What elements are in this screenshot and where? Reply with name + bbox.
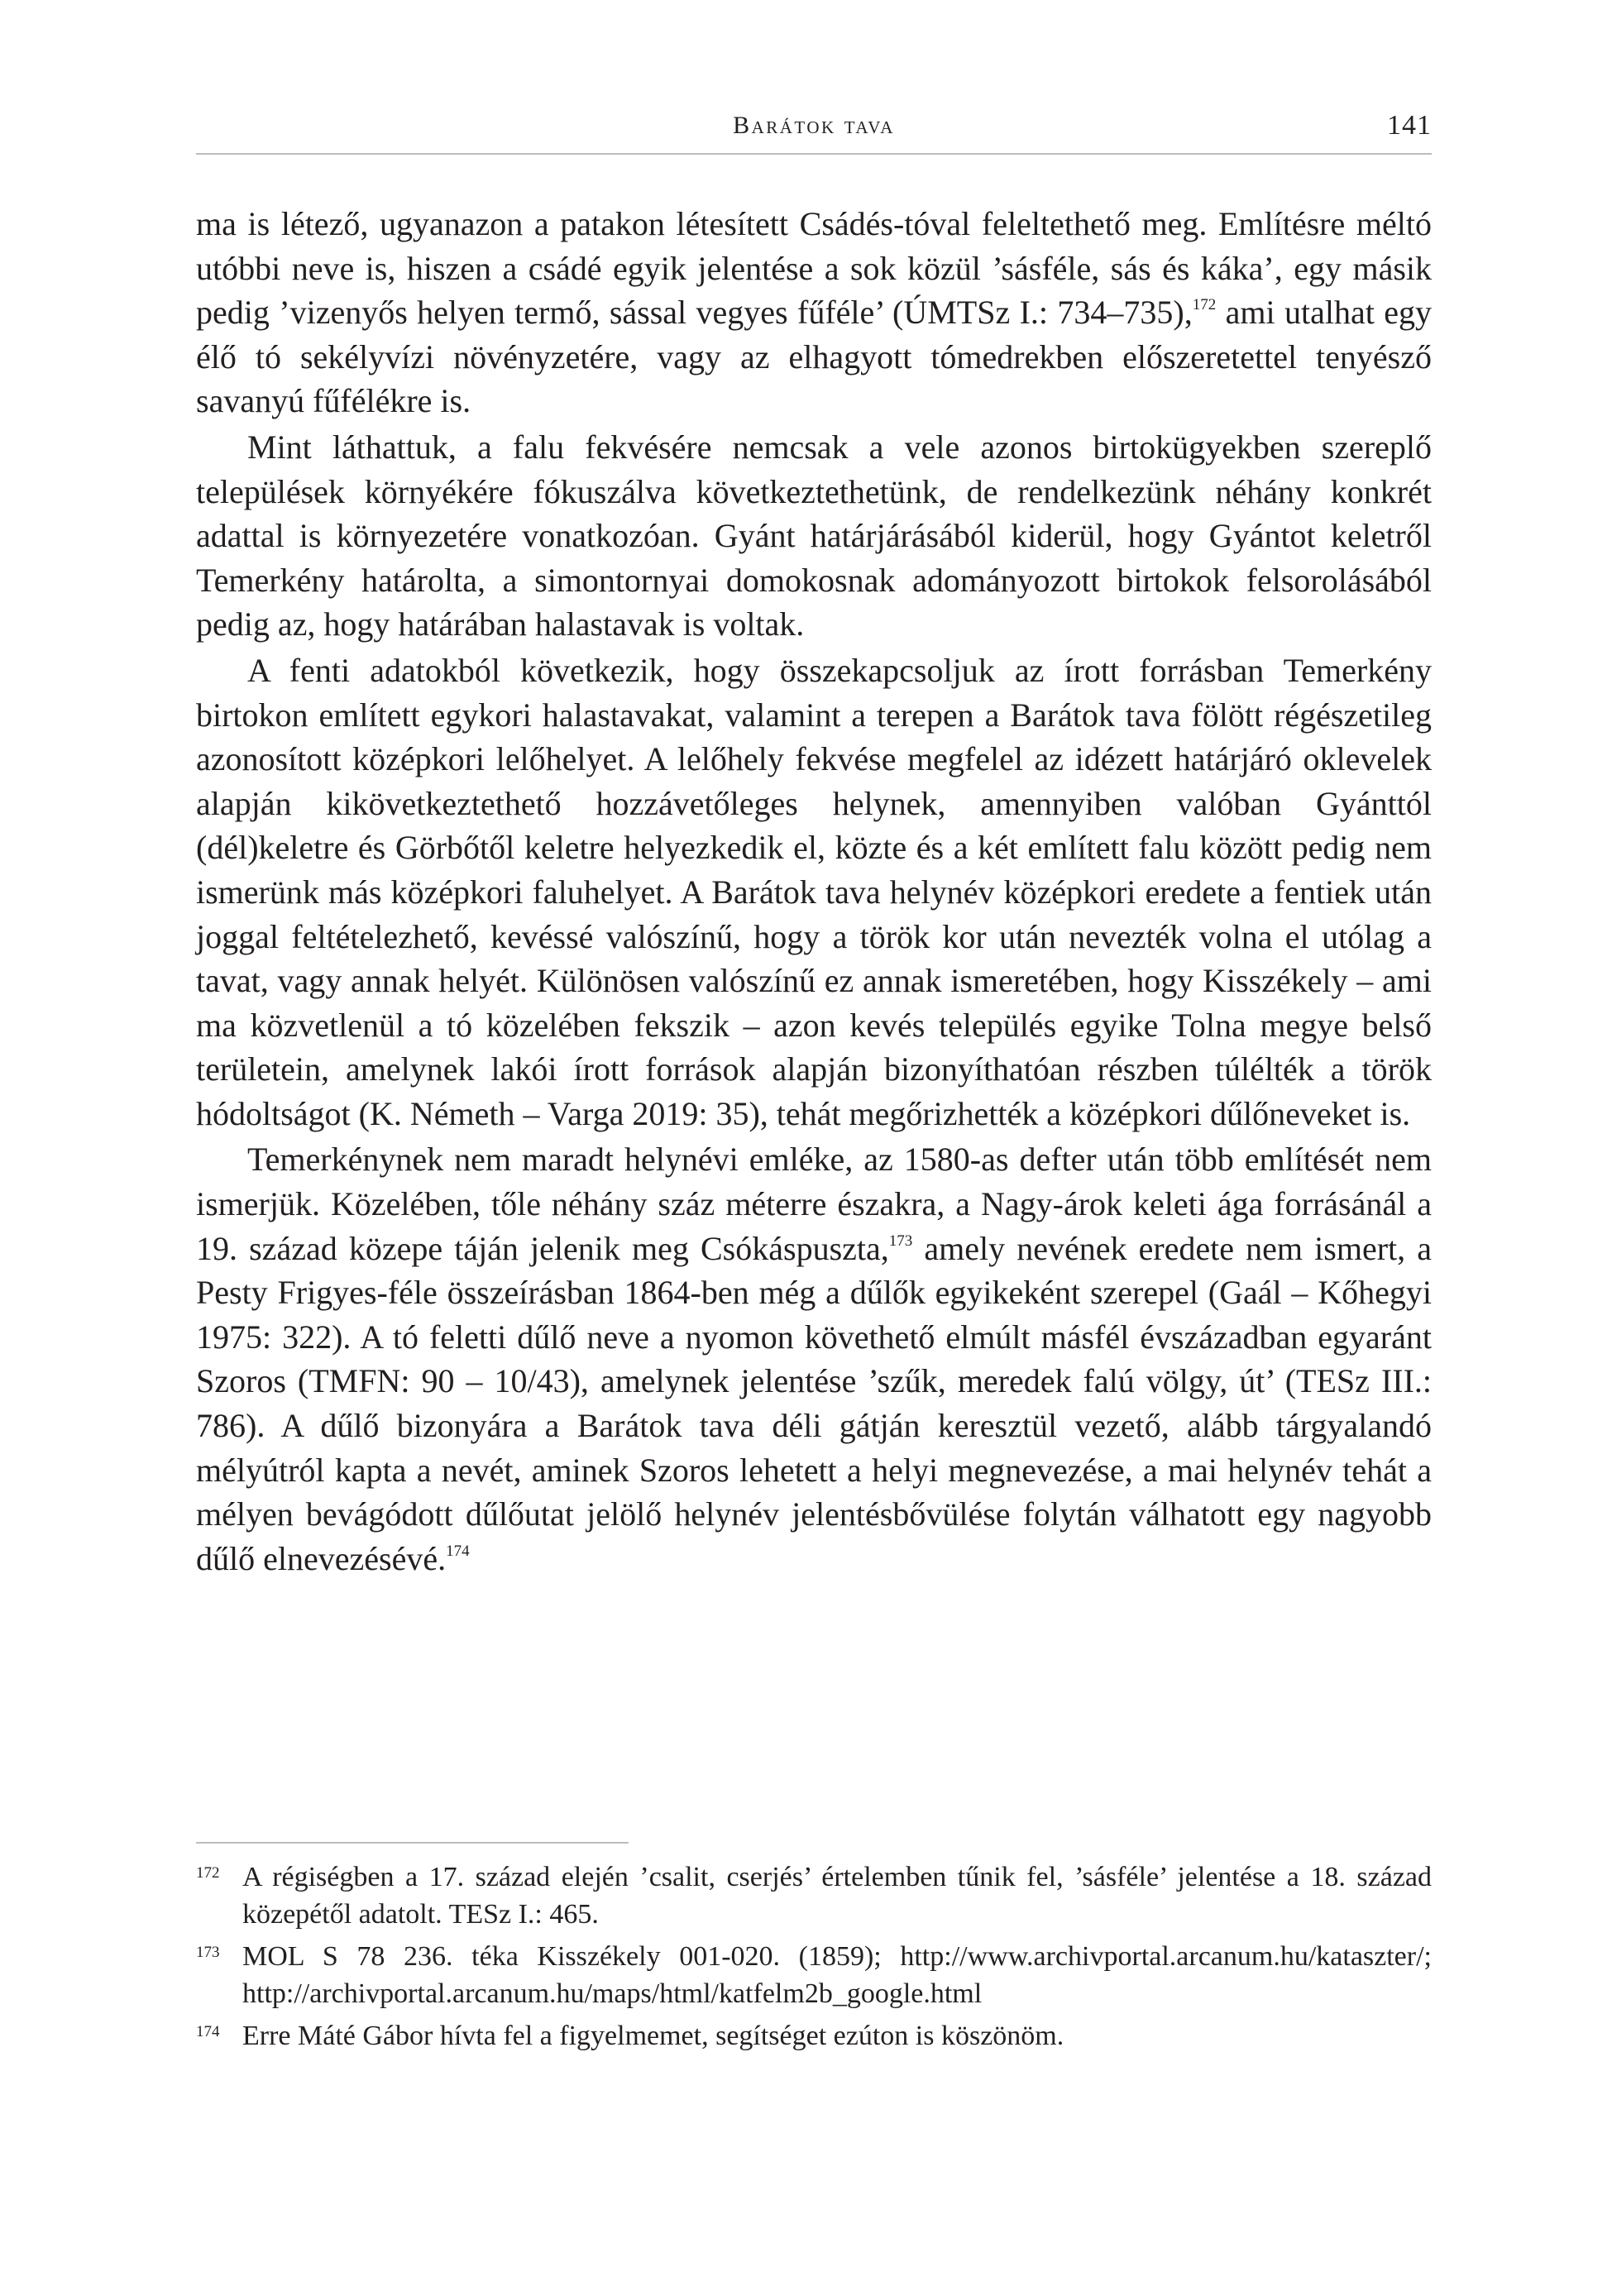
running-head: [196, 106, 1432, 146]
footnote-rule: [196, 1842, 629, 1844]
text-run: amely nevének eredete nem ismert, a Pesty Frigyes-féle összeírásban 1864-ben még a dűlők egyikeként szerepel (Gaál – Kőhegyi 1975: 322). A tó feletti dűlő neve a nyomon követhető elmúlt másfél évszázadban egyaránt Szoros (TMFN: 90 – 10/43), amelynek jelentése ’szűk, meredek falú völgy, út’ (TESz III.: 786). A dűlő bizonyára a Barátok tava déli gátján keresztül vezető, alább tárgyalandó mélyútról kapta a nevét, aminek Szoros lehetett a helyi megnevezése, a mai helynév tehát a mélyen bevágódott dűlőutat jelölő helynév jelentésbővülése folytán válhatott egy nagyobb dűlő elnevezésévé.: [196, 1229, 1432, 1577]
footnote-text: A régiségben a 17. század elején ’csalit, cserjés’ értelemben tűnik fel, ’sásféle’ jelentése a 18. század közepétől adatolt. TESz I.: 465.: [242, 1862, 1432, 1930]
text-run: A fenti adatokból következik, hogy összekapcsoljuk az írott forrásban Temerkény birtokon említett egykori halastavakat, valamint a terepen a Barátok tava fölött régészetileg azonosított középkori lelőhelyet. A lelőhely fekvése megfelel az idézett határjáró oklevelek alapján kikövetkeztethető hozzávetőleges helynek, amennyiben valóban Gyánttól (dél)keletre és Görbőtől keletre helyezkedik el, közte és a két említett falu között pedig nem ismerünk más középkori faluhelyet. A Barátok tava helynév középkori eredete a fentiek után joggal feltételezhető, kevéssé valószínű, hogy a török kor után nevezték volna el utólag a tavat, vagy annak helyét. Különösen valószínű ez annak ismeretében, hogy Kisszékely – ami ma közvetlenül a tó közelében fekszik – azon kevés település egyike Tolna megye belső területein, amelynek lakói írott források alapján bizonyíthatóan részben túlélték a török hódoltságot (K. Németh – Varga 2019: 35), tehát megőrizhették a középkori dűlőneveket is.: [196, 651, 1432, 1132]
footnote-number: 172: [196, 1864, 220, 1882]
page-number: 141: [1387, 110, 1432, 141]
body-text: [196, 202, 1432, 1582]
paragraph-3: [196, 648, 1432, 1136]
text-run: Mint láthattuk, a falu fekvésére nemcsak a vele azonos birtokügyekben szereplő települések környékére fókuszálva következtethetünk, de rendelkezünk néhány konkrét adattal is környezetére vonatkozóan. Gyánt határjárásából kiderül, hogy Gyántot keletről Temerkény határolta, a simontornyai domokosnak adományozott birtokok felsorolásából pedig az, hogy határában halastavak is voltak.: [196, 428, 1432, 643]
text-run: ma is létező, ugyanazon a patakon létesített Csádés-tóval feleltethető meg. Említésre méltó utóbbi neve is, hiszen a csádé egyik jelentése a sok közül ’sásféle, sás és káka’, egy másik pedig ’vizenyős helyen termő, sással vegyes fűféle’ (ÚMTSz I.: 734–735),: [196, 205, 1432, 332]
footnote-reference: 172: [1192, 296, 1217, 314]
footnote-reference: 173: [888, 1232, 913, 1250]
footnote-174: [196, 2017, 1432, 2054]
text-run: ami utalhat egy élő tó sekélyvízi növényzetére, vagy az elhagyott tómedrekben előszeretettel tenyésző savanyú fűfélékre is.: [196, 294, 1432, 420]
header-rule: [196, 153, 1432, 155]
paragraph-4: [196, 1137, 1432, 1581]
running-head-title: Barátok tava: [733, 112, 895, 139]
paragraph-1: [196, 202, 1432, 423]
footnote-number: 174: [196, 2023, 220, 2040]
footnotes: [196, 1858, 1432, 2059]
footnote-172: [196, 1858, 1432, 1933]
footnote-reference: 174: [446, 1542, 470, 1560]
footnote-number: 173: [196, 1944, 220, 1961]
text-run: Temerkénynek nem maradt helynévi emléke, az 1580-as defter után több említését nem ismerjük. Közelében, tőle néhány száz méterre északra, a Nagy-árok keleti ága forrásánál a 19. század közepe táján jelenik meg Csókáspuszta,: [196, 1141, 1432, 1267]
paragraph-2: [196, 425, 1432, 647]
footnote-text: Erre Máté Gábor hívta fel a figyelmemet, segítséget ezúton is köszönöm.: [242, 2021, 1064, 2051]
footnote-text: MOL S 78 236. téka Kisszékely 001-020. (1859); http://www.archivportal.arcanum.hu/kataszter/; http://archivportal.arcanum.hu/maps/html/katfelm2b_google.html: [242, 1941, 1432, 2009]
footnote-173: [196, 1938, 1432, 2012]
